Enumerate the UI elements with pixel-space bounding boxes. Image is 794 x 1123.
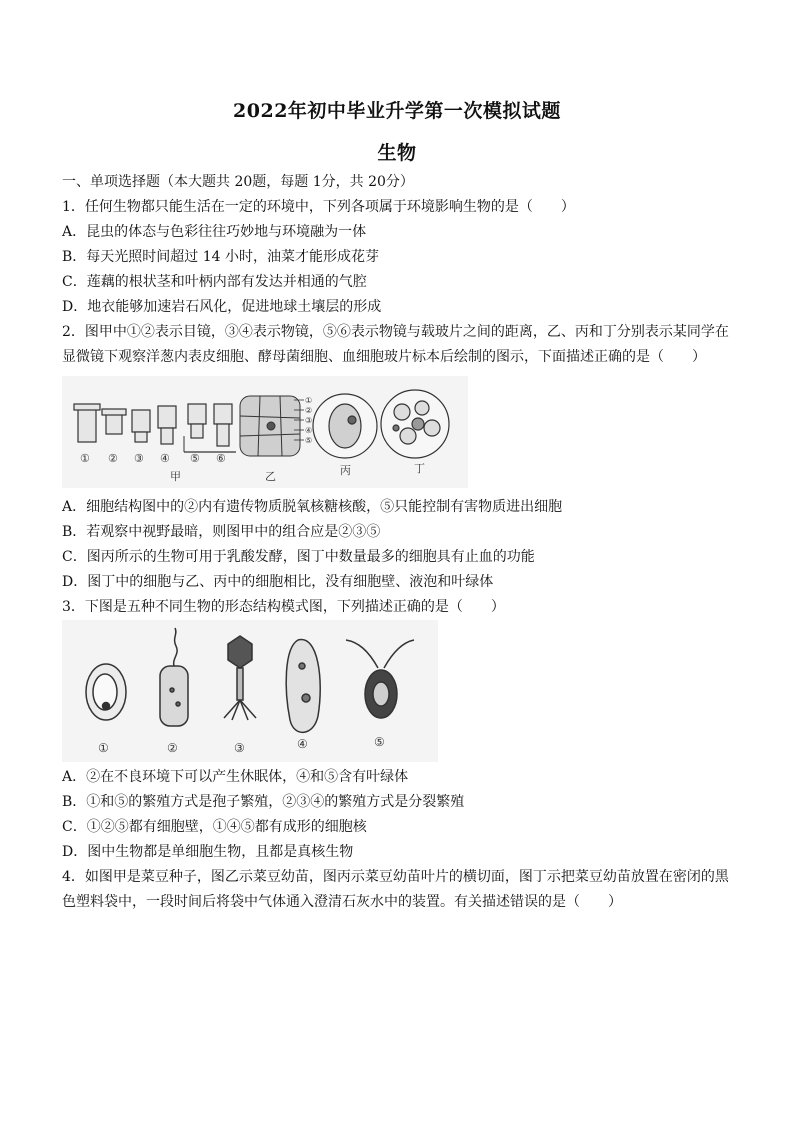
fig2-label-ding: 丁	[414, 462, 425, 475]
fig3-number-4: ④	[297, 737, 308, 751]
q3-option-a: A．②在不良环境下可以产生休眠体，④和⑤含有叶绿体	[62, 769, 409, 785]
fig3-number-3: ③	[234, 741, 245, 755]
fig2-label-jia: 甲	[170, 470, 181, 483]
q3-organisms-figure	[62, 620, 438, 762]
svg-text:①: ①	[305, 396, 313, 405]
q3-stem: 3．下图是五种不同生物的形态结构模式图，下列描述正确的是（ ）	[62, 599, 505, 615]
q4-stem-line1: 4．如图甲是菜豆种子，图乙示菜豆幼苗，图丙示菜豆幼苗叶片的横切面，图丁示把菜豆幼苗放置在密闭的黑	[62, 869, 729, 885]
q1-option-b: B．每天光照时间超过 14 小时，油菜才能形成花芽	[62, 249, 380, 265]
fig3-number-1: ①	[98, 741, 109, 755]
q2-figure-svg	[62, 376, 468, 488]
fig2-number-5: ⑤	[190, 452, 200, 465]
q2-stem-line2: 显微镜下观察洋葱内表皮细胞、酵母菌细胞、血细胞玻片标本后绘制的图示，下面描述正确的是（ ）	[62, 349, 706, 365]
q1-option-d: D．地衣能够加速岩石风化，促进地球土壤层的形成	[62, 299, 382, 315]
q3-figure-svg	[62, 620, 438, 762]
fig2-number-3: ③	[134, 452, 144, 465]
q1-stem: 1．任何生物都只能生活在一定的环境中，下列各项属于环境影响生物的是（ ）	[62, 199, 575, 215]
fig3-number-2: ②	[167, 741, 178, 755]
q2-microscope-figure	[62, 376, 468, 488]
fig2-number-1: ①	[80, 452, 90, 465]
fig2-number-2: ②	[108, 452, 118, 465]
organism-5-drawing	[346, 640, 414, 718]
q3-option-d: D．图中生物都是单细胞生物，且都是真核生物	[62, 844, 354, 860]
fig2-number-6: ⑥	[216, 452, 226, 465]
organism-2-drawing	[160, 628, 188, 726]
q2-option-a: A．细胞结构图中的②内有遗传物质脱氧核糖核酸，⑤只能控制有害物质进出细胞	[62, 499, 563, 515]
svg-text:⑤: ⑤	[305, 436, 313, 445]
section-heading: 一、单项选择题（本大题共 20题，每题 1分，共 20分）	[62, 174, 414, 190]
q3-option-c: C．①②⑤都有细胞壁，①④⑤都有成形的细胞核	[62, 819, 367, 835]
objective-3	[132, 410, 150, 442]
fig2-label-yi: 乙	[265, 470, 276, 483]
organism-3-drawing	[224, 636, 256, 720]
objective-4	[158, 406, 176, 444]
objective-5	[184, 404, 210, 452]
yeast-cell-drawing	[313, 394, 377, 458]
fig2-number-4: ④	[160, 452, 170, 465]
svg-text:②: ②	[305, 406, 313, 415]
q2-option-b: B．若观察中视野最暗，则图甲中的组合应是②③⑤	[62, 524, 381, 540]
onion-cell-drawing	[240, 396, 300, 456]
exam-title: 2022年初中毕业升学第一次模拟试题	[233, 100, 561, 122]
subject-title: 生物	[377, 142, 417, 164]
q2-stem-line1: 2．图甲中①②表示目镜，③④表示物镜，⑤⑥表示物镜与载玻片之间的距离，乙、丙和丁分别表示某同学在	[62, 324, 729, 340]
onion-cell-callouts	[305, 396, 312, 445]
svg-text:④: ④	[305, 426, 313, 435]
svg-text:③: ③	[305, 416, 313, 425]
q2-option-d: D．图丁中的细胞与乙、丙中的细胞相比，没有细胞壁、液泡和叶绿体	[62, 574, 494, 590]
q2-option-c: C．图丙所示的生物可用于乳酸发酵，图丁中数量最多的细胞具有止血的功能	[62, 549, 535, 565]
q1-option-c: C．莲藕的根状茎和叶柄内部有发达并相通的气腔	[62, 274, 367, 290]
fig3-number-5: ⑤	[374, 735, 385, 749]
q3-option-b: B．①和⑤的繁殖方式是孢子繁殖，②③④的繁殖方式是分裂繁殖	[62, 794, 465, 810]
organism-1-drawing	[86, 664, 126, 720]
objective-6	[210, 404, 236, 452]
blood-cell-drawing	[381, 390, 449, 458]
organism-4-drawing	[286, 639, 320, 732]
eyepiece-1	[74, 404, 100, 442]
q4-stem-line2: 色塑料袋中，一段时间后将袋中气体通入澄清石灰水中的装置。有关描述错误的是（ ）	[62, 894, 622, 910]
fig2-label-bing: 丙	[340, 464, 351, 477]
q1-option-a: A．昆虫的体态与色彩往往巧妙地与环境融为一体	[62, 224, 367, 240]
eyepiece-2	[102, 409, 126, 434]
